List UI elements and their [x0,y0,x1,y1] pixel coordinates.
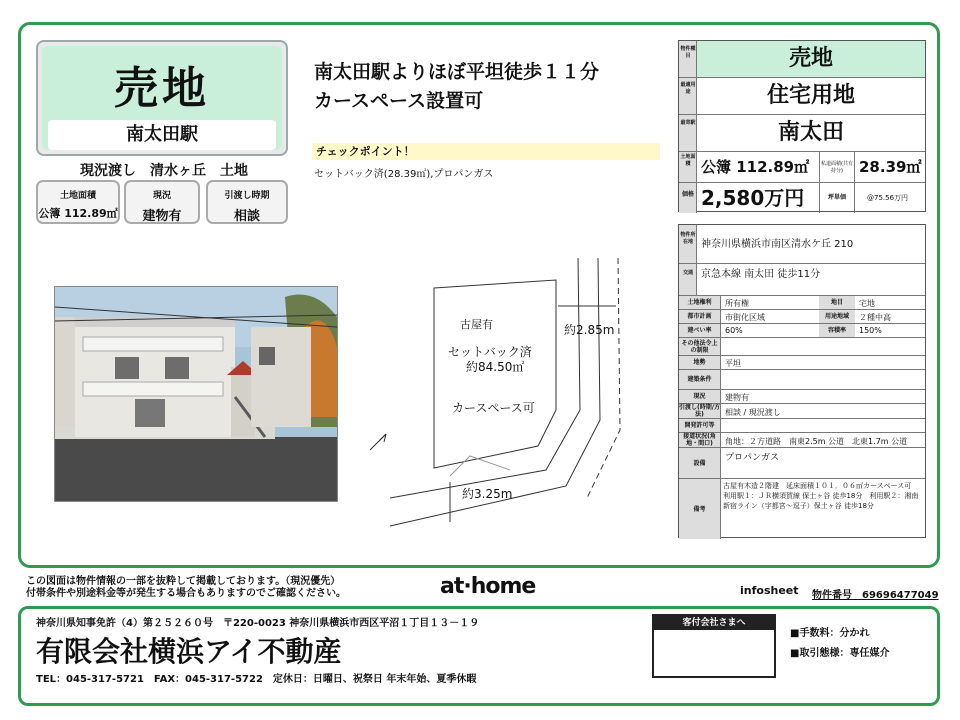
detail-city: 市街化区域 [725,313,765,322]
label-traffic: 交通 [682,270,693,276]
mode-line: ■取引態様：専任媒介 [790,648,890,659]
checkpoint-note: セットバック済(28.39㎡),プロパンガス [314,169,494,180]
detail-chimoku: 宅地 [859,299,875,308]
label-current: 現況 [679,390,721,403]
mini-box-handover [206,180,288,224]
label-bcr: 建ぺい率 [679,324,721,337]
mini-label: 現況 [152,191,171,201]
map-road2: 約3.25m [462,487,513,501]
label-station: 最寄駅 [680,120,696,126]
detail-traffic: 京急本線 南太田 徒歩11分 [701,269,821,280]
map-area: 約84.50㎡ [466,360,525,374]
company-name: 有限会社横浜アイ不動産 [36,635,342,668]
map-old-house: 古屋有 [460,318,493,331]
detail-rights: 所有権 [725,299,749,308]
detail-address: 神奈川県横浜市南区清水ケ丘 210 [701,239,854,250]
detail-bcr: 60% [725,326,743,335]
property-number: 物件番号 69696477049 [812,590,939,601]
detail-handover: 相談 / 現況渡し [725,408,781,417]
summary-private-road: 28.39㎡ [859,158,922,176]
label-facility: 設備 [679,448,721,478]
summary-land: 公簿 112.89㎡ [701,158,810,176]
mini-box-status [124,180,200,224]
label-private-road: 私道面積(共有持分) [819,152,855,182]
client-box-header: 客付会社さまへ [654,616,774,630]
headline-line2: カースペース設置可 [314,90,484,112]
label-zone: 用途地域 [819,310,855,323]
detail-zone: ２種中高 [859,313,891,322]
label-price: 価格 [681,191,694,198]
map-car: カースペース可 [452,401,535,415]
property-photo [54,286,338,502]
mini-value: 建物有 [142,209,182,224]
client-box [652,614,776,678]
summary-station: 南太田 [777,120,844,145]
divider [679,263,925,264]
detail-road: 角地：２方道路 南東2.5m 公道 北東1.7m 公道 [725,437,908,446]
athome-logo: at·home [440,574,536,599]
mini-box-land [36,180,120,224]
label-other: その他法令上の制限 [679,338,721,355]
headline [314,58,599,116]
label-road: 接道状況(角地・間口) [679,433,721,447]
label-use: 最適用途 [680,82,696,95]
map-road1: 約2.85m [564,323,615,337]
mini-label: 土地面積 [59,191,96,201]
detail-facility: プロパンガス [725,453,780,463]
label-tsubo: 坪単価 [819,183,855,213]
checkpoint-label: チェックポイント！ [312,143,660,160]
fee-line: ■手数料：分かれ [790,628,870,639]
mini-label: 引渡し時期 [224,191,270,201]
label-approval: 開発許可等 [679,419,721,432]
footer-note-1: この図面は物件情報の一部を抜粋して掲載しております。（現況優先） [26,576,341,587]
label-type: 物件種目 [680,46,696,59]
fee-info [790,624,889,664]
label-chimoku: 地目 [819,296,855,309]
summary-table [678,40,926,212]
detail-current: 建物有 [725,393,749,402]
map-setback: セットバック済 [448,345,532,359]
detail-remarks: 古屋有木造２階建 延床面積１０１．０６㎡カースペース可 利用駅１：ＪＲ横須賀線 保土ヶ谷 徒歩18分 利用駅２：湘南新宿ライン（宇都宮～逗子）保土ヶ谷 徒歩18分 [723,482,919,510]
title-inner [42,46,282,150]
headline-line1: 南太田駅よりほぼ平坦徒歩１１分 [314,61,600,83]
footer-note-2: 付帯条件や別途料金等が発生する場合もありますのでご確認ください。 [26,588,346,599]
summary-price: 2,580万円 [701,186,805,210]
label-address: 物件所在地 [680,232,696,245]
label-terrain: 地勢 [679,356,721,369]
label-rights: 土地権利 [679,296,721,309]
label-handover: 引渡し(時期/方法) [679,404,720,418]
page-title: 売地 [114,63,210,114]
license-line: 神奈川県知事免許（4）第２５２６０号 〒220-0023 神奈川県横浜市西区平沼１丁目１３－１９ [36,618,480,629]
mini-value: 公簿 112.89㎡ [38,207,118,220]
label-build: 建築条件 [679,370,721,389]
label-far: 容積率 [819,324,855,337]
title-box [36,40,288,156]
footer-note [26,576,346,600]
detail-terrain: 平坦 [725,359,741,368]
summary-use: 住宅用地 [766,83,855,108]
detail-far: 150% [859,326,882,335]
infosheet-label: infosheet [740,584,799,597]
title-station: 南太田駅 [48,120,276,150]
company-tel: TEL：045-317-5721 FAX：045-317-5722 定休日：日曜日、祝祭日 年末年始、夏季休暇 [36,674,477,685]
label-city: 都市計画 [679,310,721,323]
sub-line: 現況渡し 清水ヶ丘 土地 [80,163,248,179]
summary-type: 売地 [697,41,925,77]
label-remarks: 備考 [679,479,721,539]
label-land: 土地面積 [680,154,696,167]
summary-tsubo: @75.56万円 [867,194,909,202]
mini-value: 相談 [233,209,260,224]
detail-table [678,224,926,538]
